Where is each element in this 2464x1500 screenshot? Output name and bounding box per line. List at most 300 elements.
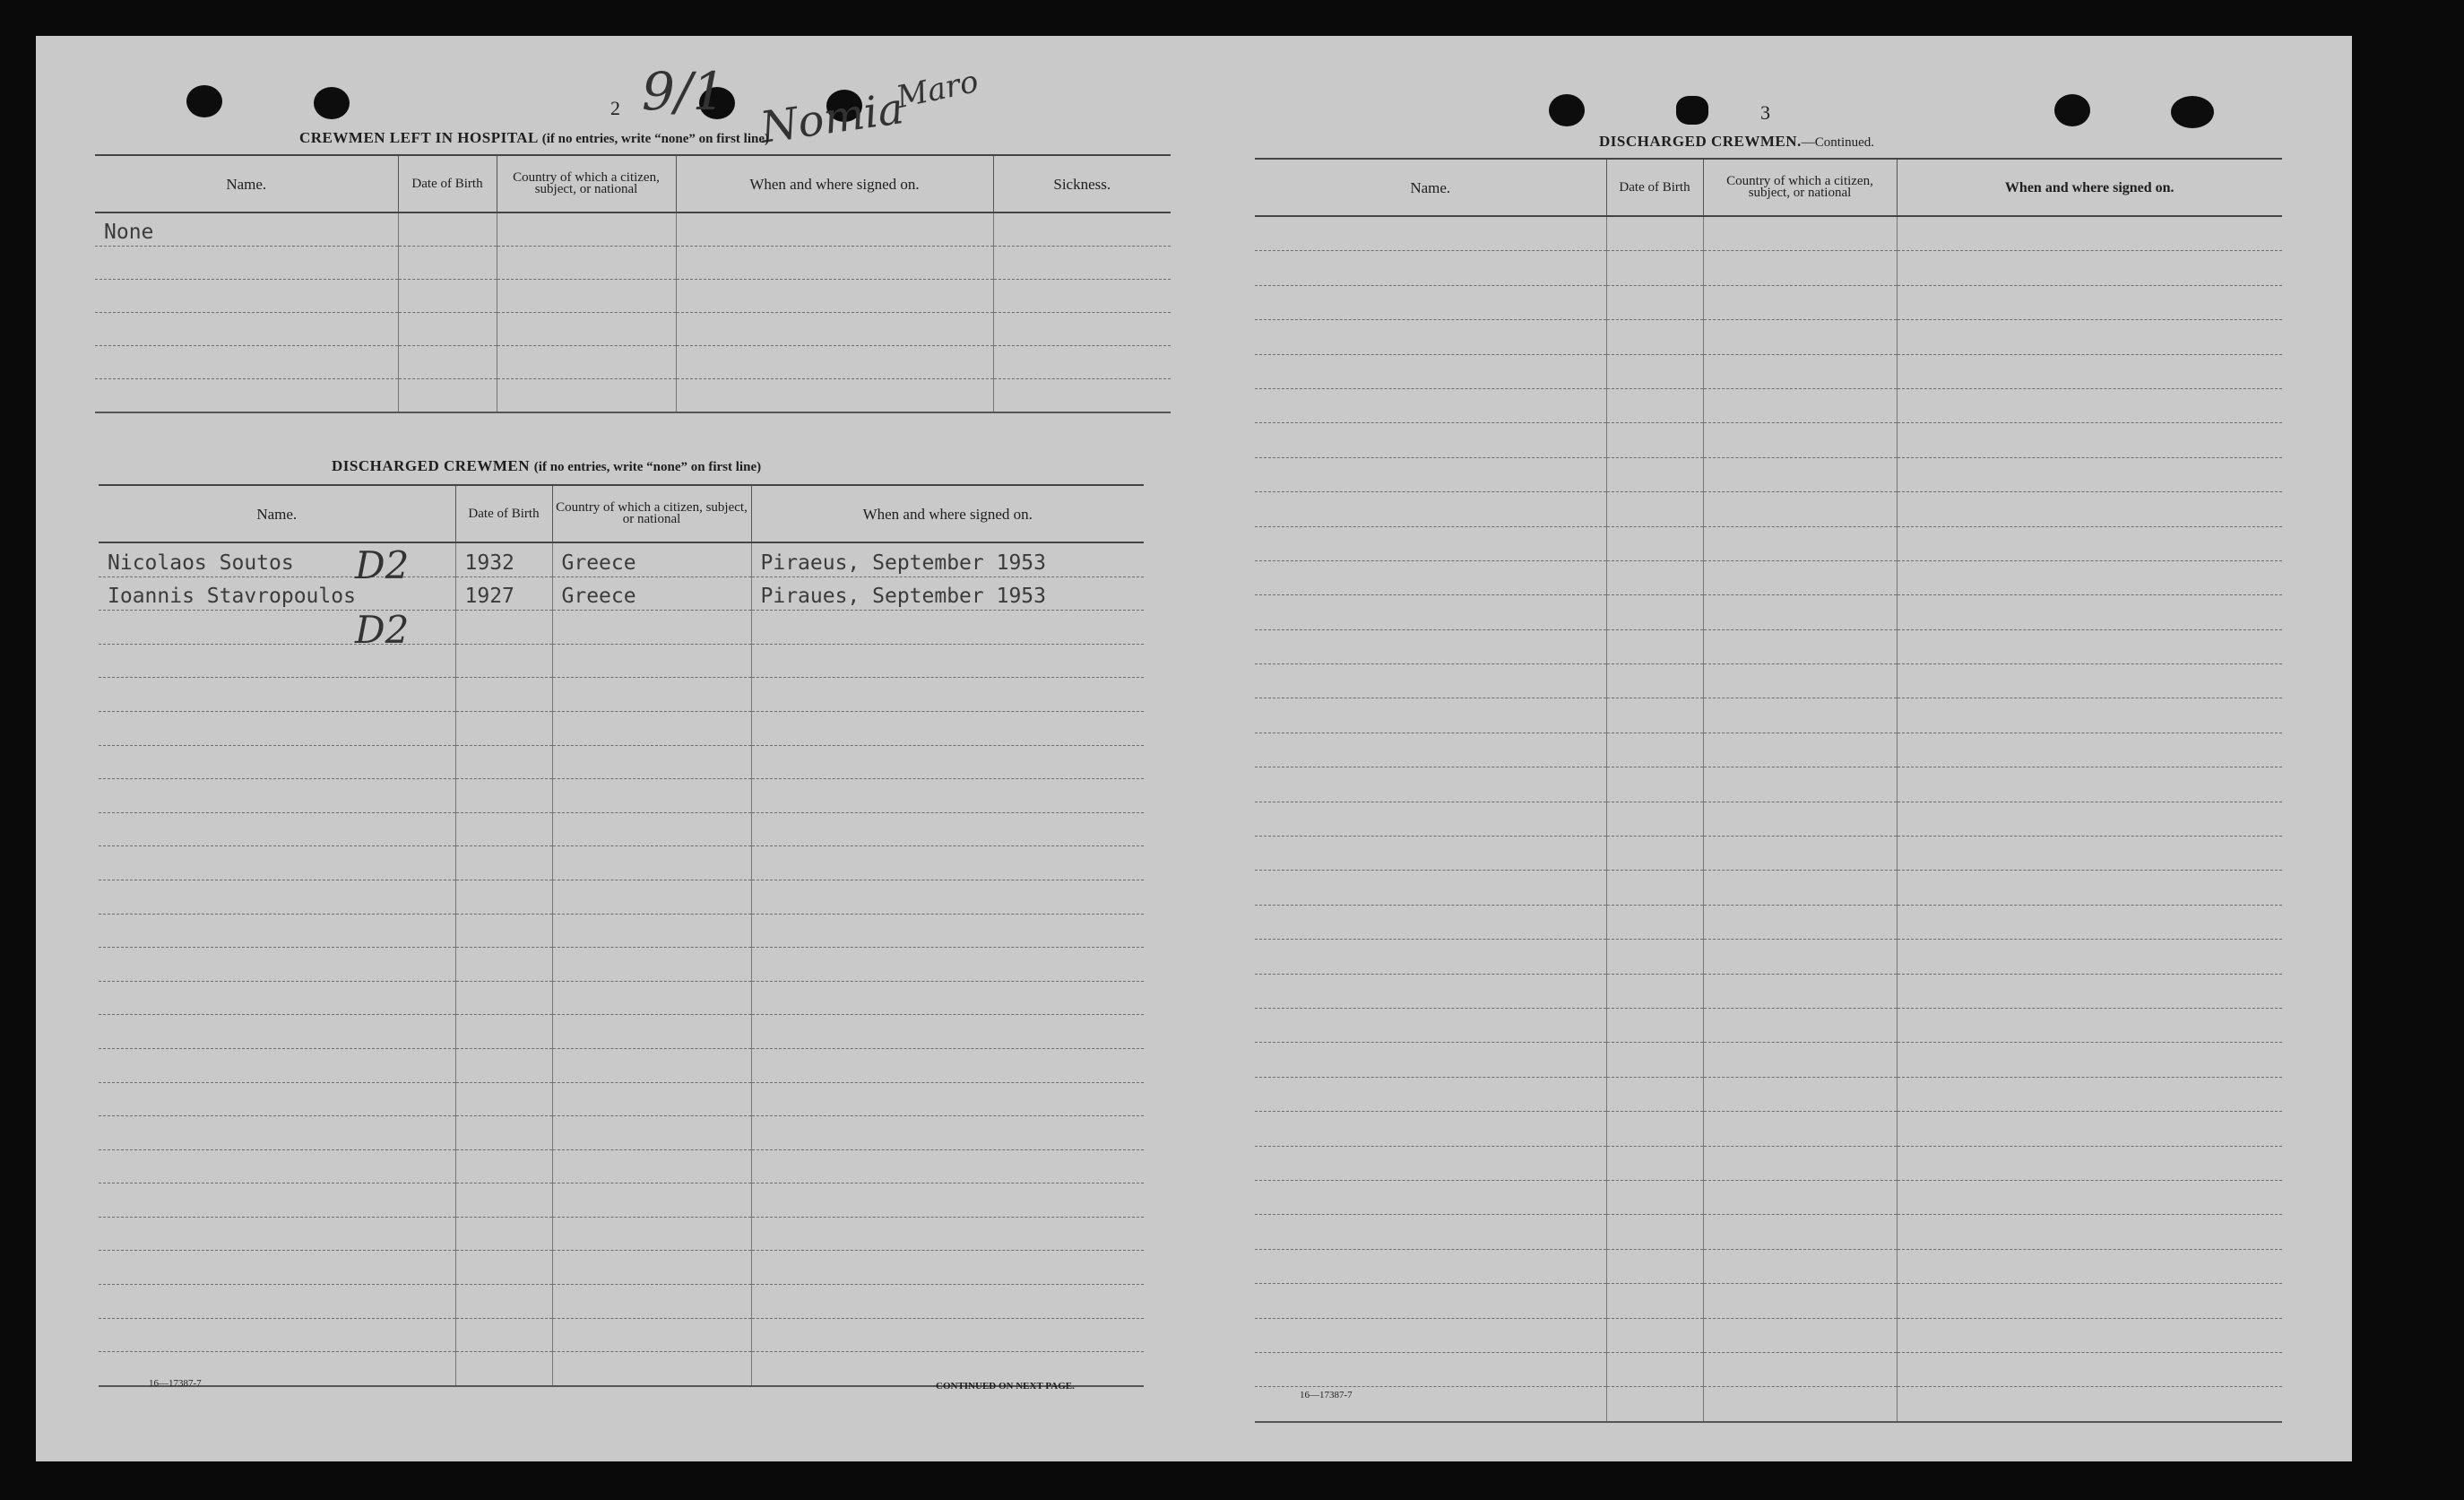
discharged-table-cell xyxy=(99,981,455,1015)
continued-table-cell xyxy=(1606,1077,1703,1111)
hospital-table-cell xyxy=(398,280,497,313)
discharged-continued-table xyxy=(1255,158,2282,1423)
continued-note: CONTINUED ON NEXT PAGE. xyxy=(936,1381,1075,1392)
discharged-table-cell xyxy=(99,678,455,712)
continued-table-cell xyxy=(1703,733,1897,767)
continued-table-cell xyxy=(1606,1284,1703,1318)
punch-hole-7 xyxy=(2054,94,2090,126)
continued-table-cell xyxy=(1703,1077,1897,1111)
continued-table-cell xyxy=(1703,1180,1897,1214)
discharged-table-cell xyxy=(99,779,455,813)
continued-table-cell xyxy=(1255,320,1606,354)
form-number-left: 16—17387-7 xyxy=(149,1378,202,1389)
discharged-table-cell xyxy=(99,948,455,982)
continued-table-cell xyxy=(1897,1249,2282,1283)
discharged-table-cell xyxy=(455,981,552,1015)
hospital-table-cell xyxy=(95,379,398,413)
discharged-table-row xyxy=(99,1285,1144,1319)
hospital-table-row xyxy=(95,346,1171,379)
discharged-instruction: (if no entries, write “none” on first line) xyxy=(533,460,762,474)
continued-table-cell xyxy=(1703,767,1897,802)
continued-header-country: Country of which a citizen, subject, or national xyxy=(1703,159,1897,216)
continued-table-cell xyxy=(1897,940,2282,974)
hospital-table-cell xyxy=(95,247,398,280)
discharged-table-cell xyxy=(751,1116,1144,1150)
discharged-table-cell xyxy=(455,1082,552,1116)
discharged-table-cell xyxy=(552,880,751,914)
continued-table-cell xyxy=(1703,698,1897,733)
hospital-table-cell xyxy=(993,346,1171,379)
hospital-table-cell xyxy=(993,212,1171,247)
discharged-table-cell xyxy=(455,644,552,678)
continued-table-cell xyxy=(1255,457,1606,491)
discharged-table-cell: Greece xyxy=(552,577,751,611)
continued-table-cell xyxy=(1897,1318,2282,1352)
discharged-table-row xyxy=(99,678,1144,712)
continued-table-row xyxy=(1255,285,2282,319)
hospital-header-country: Country of which a citizen, subject, or national xyxy=(497,155,676,212)
discharged-table-cell xyxy=(99,1116,455,1150)
continued-table-cell xyxy=(1255,1249,1606,1283)
continued-table-cell xyxy=(1897,560,2282,594)
discharged-table-cell xyxy=(751,711,1144,745)
continued-table-row xyxy=(1255,457,2282,491)
discharged-table-cell xyxy=(552,1116,751,1150)
discharged-table-cell xyxy=(552,745,751,779)
continued-table-cell xyxy=(1255,905,1606,939)
hospital-table-row xyxy=(95,313,1171,346)
continued-table-cell xyxy=(1703,1284,1897,1318)
continued-table-row xyxy=(1255,1318,2282,1352)
continued-table-cell xyxy=(1255,974,1606,1008)
hospital-table-cell xyxy=(497,212,676,247)
discharged-title-text: DISCHARGED CREWMEN xyxy=(332,457,531,474)
continued-table-row xyxy=(1255,664,2282,698)
continued-table-cell xyxy=(1897,320,2282,354)
continued-table-cell xyxy=(1255,802,1606,836)
hospital-table-cell xyxy=(676,280,993,313)
continued-table-cell xyxy=(1606,560,1703,594)
continued-table-cell xyxy=(1255,698,1606,733)
discharged-table-cell xyxy=(99,846,455,880)
discharged-table-row xyxy=(99,880,1144,914)
discharged-table-cell xyxy=(99,711,455,745)
continued-table-cell xyxy=(1606,802,1703,836)
continued-table-cell xyxy=(1255,354,1606,388)
continued-table-cell xyxy=(1703,1112,1897,1146)
continued-table-row xyxy=(1255,1352,2282,1386)
discharged-table-cell: Greece xyxy=(552,542,751,577)
continued-table-cell xyxy=(1606,905,1703,939)
discharged-table-row xyxy=(99,711,1144,745)
handwritten-annotation-2: D2 xyxy=(355,608,410,652)
discharged-table-row xyxy=(99,1116,1144,1150)
discharged-table-cell xyxy=(99,1217,455,1251)
discharged-table-row xyxy=(99,1217,1144,1251)
continued-table-cell xyxy=(1255,1318,1606,1352)
continued-table-cell xyxy=(1255,664,1606,698)
continued-table-row xyxy=(1255,216,2282,251)
continued-table-row xyxy=(1255,871,2282,905)
continued-table-row xyxy=(1255,423,2282,457)
discharged-table-cell xyxy=(552,1285,751,1319)
discharged-table-cell xyxy=(99,1285,455,1319)
continued-table-cell xyxy=(1255,629,1606,663)
hospital-title-text: CREWMEN LEFT IN HOSPITAL xyxy=(299,129,538,146)
continued-table-cell xyxy=(1255,837,1606,871)
discharged-table-body xyxy=(99,542,1144,1386)
continued-table-cell xyxy=(1255,285,1606,319)
discharged-table-cell xyxy=(455,1285,552,1319)
continued-table-cell xyxy=(1606,733,1703,767)
discharged-table-cell xyxy=(552,948,751,982)
punch-hole-2 xyxy=(314,87,350,119)
continued-table-cell xyxy=(1703,388,1897,422)
discharged-table-cell xyxy=(455,1048,552,1082)
continued-table-row xyxy=(1255,1249,2282,1283)
hospital-instruction: (if no entries, write “none” on first line) xyxy=(541,132,769,146)
continued-table-cell xyxy=(1606,595,1703,629)
discharged-table-cell xyxy=(552,1149,751,1184)
discharged-table-cell xyxy=(552,779,751,813)
continued-table-row xyxy=(1255,526,2282,560)
discharged-table-cell xyxy=(99,1149,455,1184)
continued-table-cell xyxy=(1897,905,2282,939)
hospital-table-cell xyxy=(993,379,1171,413)
continued-table-cell xyxy=(1897,1352,2282,1386)
continued-table-cell xyxy=(1703,1043,1897,1077)
discharged-table-cell xyxy=(552,981,751,1015)
discharged-table-cell xyxy=(751,846,1144,880)
continued-table-cell xyxy=(1606,940,1703,974)
continued-table-cell xyxy=(1703,974,1897,1008)
discharged-table-cell xyxy=(552,678,751,712)
continued-table-cell xyxy=(1255,595,1606,629)
discharged-table-cell xyxy=(455,948,552,982)
discharged-table-cell xyxy=(751,745,1144,779)
continued-table-cell xyxy=(1255,388,1606,422)
discharged-table-cell xyxy=(99,1082,455,1116)
discharged-table-cell xyxy=(552,644,751,678)
hospital-table-body xyxy=(95,212,1171,412)
discharged-table-cell xyxy=(751,779,1144,813)
continued-table-cell xyxy=(1897,354,2282,388)
discharged-table-cell xyxy=(455,611,552,645)
discharged-table-cell xyxy=(455,779,552,813)
continued-table-cell xyxy=(1703,905,1897,939)
continued-table-cell xyxy=(1703,1249,1897,1283)
continued-table-cell xyxy=(1897,664,2282,698)
continued-table-cell xyxy=(1255,1112,1606,1146)
form-number-right: 16—17387-7 xyxy=(1300,1390,1353,1400)
discharged-table-cell xyxy=(751,1184,1144,1218)
discharged-table-row xyxy=(99,577,1144,611)
continued-table-cell xyxy=(1606,216,1703,251)
discharged-table-cell xyxy=(751,1082,1144,1116)
continued-table-cell xyxy=(1897,802,2282,836)
discharged-table-row xyxy=(99,1251,1144,1285)
discharged-table-cell xyxy=(751,981,1144,1015)
continued-table-row xyxy=(1255,388,2282,422)
discharged-table-cell xyxy=(751,1318,1144,1352)
discharged-table-cell: 1932 xyxy=(455,542,552,577)
continued-header-name: Name. xyxy=(1255,159,1606,216)
discharged-table-row xyxy=(99,1048,1144,1082)
discharged-table-cell xyxy=(455,846,552,880)
continued-table-cell xyxy=(1606,1249,1703,1283)
continued-table-cell xyxy=(1255,1008,1606,1042)
hospital-table-cell xyxy=(398,379,497,413)
continued-table-cell xyxy=(1606,767,1703,802)
continued-table-cell xyxy=(1255,1077,1606,1111)
discharged-table-cell: Ioannis Stavropoulos xyxy=(99,577,455,611)
hospital-table-cell xyxy=(993,247,1171,280)
continued-table-cell xyxy=(1606,1180,1703,1214)
handwritten-date: 9/1 xyxy=(642,61,726,122)
continued-table-cell xyxy=(1703,251,1897,285)
continued-table-row xyxy=(1255,698,2282,733)
hospital-table-cell xyxy=(95,313,398,346)
continued-table-row xyxy=(1255,1146,2282,1180)
continued-table-cell xyxy=(1897,1180,2282,1214)
discharged-header-signed-on: When and where signed on. xyxy=(751,485,1144,542)
continued-table-cell xyxy=(1606,1215,1703,1249)
continued-table-row xyxy=(1255,940,2282,974)
handwritten-annotation-1: D2 xyxy=(355,543,410,587)
discharged-table-cell xyxy=(455,1015,552,1049)
continued-table-cell xyxy=(1606,423,1703,457)
discharged-table-cell xyxy=(751,1285,1144,1319)
discharged-table-cell: Nicolaos Soutos xyxy=(99,542,455,577)
continued-table-cell xyxy=(1897,1008,2282,1042)
hospital-table-cell: None xyxy=(95,212,398,247)
continued-table-cell xyxy=(1703,802,1897,836)
continued-table-row xyxy=(1255,974,2282,1008)
discharged-table xyxy=(99,484,1144,1387)
continued-table-cell xyxy=(1897,629,2282,663)
continued-table-cell xyxy=(1703,560,1897,594)
continued-table-cell xyxy=(1897,974,2282,1008)
continued-table-cell xyxy=(1606,871,1703,905)
continued-table-cell xyxy=(1255,1146,1606,1180)
discharged-table-row xyxy=(99,542,1144,577)
discharged-table-cell xyxy=(99,1251,455,1285)
continued-table-row xyxy=(1255,837,2282,871)
page-number-right: 3 xyxy=(1760,101,1770,124)
discharged-table-cell xyxy=(751,678,1144,712)
continued-table-cell xyxy=(1606,1387,1703,1422)
hospital-header-name: Name. xyxy=(95,155,398,212)
continued-table-cell xyxy=(1897,1077,2282,1111)
continued-table-cell xyxy=(1897,1043,2282,1077)
discharged-table-cell xyxy=(552,914,751,948)
continued-table-cell xyxy=(1703,526,1897,560)
continued-header-signed-on: When and where signed on. xyxy=(1897,159,2282,216)
discharged-table-cell xyxy=(552,711,751,745)
continued-table-cell xyxy=(1703,354,1897,388)
continued-table-row xyxy=(1255,802,2282,836)
continued-table-cell xyxy=(1897,698,2282,733)
continued-table-row xyxy=(1255,733,2282,767)
discharged-table-cell: 1927 xyxy=(455,577,552,611)
continued-table-cell xyxy=(1606,974,1703,1008)
discharged-table-cell xyxy=(99,1048,455,1082)
hospital-table-cell xyxy=(95,280,398,313)
continued-table-cell xyxy=(1703,629,1897,663)
continued-table-row xyxy=(1255,1215,2282,1249)
continued-table-row xyxy=(1255,354,2282,388)
discharged-table-cell xyxy=(751,644,1144,678)
discharged-table-cell xyxy=(99,1184,455,1218)
discharged-table-row xyxy=(99,745,1144,779)
continued-table-cell xyxy=(1703,457,1897,491)
continued-table-cell xyxy=(1606,1318,1703,1352)
continued-table-cell xyxy=(1255,1043,1606,1077)
continued-table-cell xyxy=(1606,354,1703,388)
continued-table-cell xyxy=(1897,1387,2282,1422)
continued-table-cell xyxy=(1606,1008,1703,1042)
discharged-table-cell xyxy=(552,812,751,846)
continued-table-cell xyxy=(1703,1387,1897,1422)
continued-table-cell xyxy=(1703,664,1897,698)
continued-table-cell xyxy=(1703,320,1897,354)
discharged-table-row xyxy=(99,948,1144,982)
continued-table-cell xyxy=(1255,216,1606,251)
discharged-section-title xyxy=(332,457,761,475)
hospital-table-cell xyxy=(676,313,993,346)
continued-table-cell xyxy=(1606,1112,1703,1146)
discharged-table-cell xyxy=(455,1217,552,1251)
discharged-table-cell xyxy=(455,1116,552,1150)
continued-table-cell xyxy=(1703,285,1897,319)
discharged-table-row xyxy=(99,846,1144,880)
discharged-table-cell xyxy=(552,846,751,880)
continued-table-cell xyxy=(1897,285,2282,319)
continued-table-row xyxy=(1255,492,2282,526)
continued-table-cell xyxy=(1606,837,1703,871)
continued-table-cell xyxy=(1606,1146,1703,1180)
discharged-table-cell xyxy=(455,1251,552,1285)
discharged-table-row xyxy=(99,1318,1144,1352)
continued-table-cell xyxy=(1897,1284,2282,1318)
discharged-table-cell xyxy=(552,1352,751,1386)
discharged-table-cell: Piraeus, September 1953 xyxy=(751,542,1144,577)
discharged-table-cell xyxy=(751,812,1144,846)
hospital-table-cell xyxy=(497,346,676,379)
discharged-table-cell xyxy=(552,611,751,645)
continued-table-row xyxy=(1255,1112,2282,1146)
hospital-table-row xyxy=(95,280,1171,313)
continued-table-cell xyxy=(1703,1318,1897,1352)
hospital-table-row xyxy=(95,247,1171,280)
discharged-header-country: Country of which a citizen, subject, or national xyxy=(552,485,751,542)
continued-table-cell xyxy=(1897,871,2282,905)
continued-table-row xyxy=(1255,1077,2282,1111)
continued-table-cell xyxy=(1897,733,2282,767)
continued-table-cell xyxy=(1703,871,1897,905)
discharged-header-name: Name. xyxy=(99,485,455,542)
continued-table-cell xyxy=(1255,423,1606,457)
hospital-table-cell xyxy=(497,379,676,413)
discharged-table-row xyxy=(99,914,1144,948)
discharged-table-cell xyxy=(99,745,455,779)
continued-table-cell xyxy=(1606,388,1703,422)
continued-table-cell xyxy=(1703,1352,1897,1386)
discharged-table-row xyxy=(99,1184,1144,1218)
discharged-table-cell xyxy=(751,1015,1144,1049)
continued-table-cell xyxy=(1897,767,2282,802)
continued-table-cell xyxy=(1255,1352,1606,1386)
continued-table-row xyxy=(1255,251,2282,285)
continued-table-cell xyxy=(1606,664,1703,698)
continued-table-cell xyxy=(1255,1180,1606,1214)
handwritten-vessel-note: Nomia xyxy=(756,83,907,153)
right-title-suffix: —Continued. xyxy=(1801,135,1875,150)
discharged-table-row xyxy=(99,644,1144,678)
continued-table-cell xyxy=(1703,1215,1897,1249)
continued-table-cell xyxy=(1897,1112,2282,1146)
continued-table-cell xyxy=(1606,285,1703,319)
discharged-table-row xyxy=(99,1015,1144,1049)
continued-table-cell xyxy=(1606,492,1703,526)
handwritten-vessel-note-2: Maro xyxy=(893,63,981,117)
hospital-table-cell xyxy=(398,313,497,346)
continued-table-cell xyxy=(1255,1284,1606,1318)
continued-table-row xyxy=(1255,1043,2282,1077)
continued-table-row xyxy=(1255,1180,2282,1214)
discharged-table-row xyxy=(99,611,1144,645)
discharged-table-cell xyxy=(751,1217,1144,1251)
continued-table-cell xyxy=(1255,871,1606,905)
continued-table-cell xyxy=(1606,320,1703,354)
continued-table-cell xyxy=(1897,216,2282,251)
punch-hole-5 xyxy=(1549,94,1585,126)
punch-hole-1 xyxy=(186,85,222,117)
discharged-table-cell xyxy=(552,1318,751,1352)
hospital-header-signed-on: When and where signed on. xyxy=(676,155,993,212)
continued-table-cell xyxy=(1255,492,1606,526)
hospital-table-cell xyxy=(497,247,676,280)
continued-table-cell xyxy=(1897,388,2282,422)
continued-table-cell xyxy=(1897,1146,2282,1180)
hospital-header-dob: Date of Birth xyxy=(398,155,497,212)
continued-table-cell xyxy=(1606,629,1703,663)
discharged-table-cell xyxy=(552,1015,751,1049)
hospital-table-cell xyxy=(676,379,993,413)
continued-table-row xyxy=(1255,767,2282,802)
continued-table-cell xyxy=(1606,457,1703,491)
continued-table-cell xyxy=(1606,251,1703,285)
continued-table-cell xyxy=(1255,940,1606,974)
continued-table-cell xyxy=(1703,940,1897,974)
discharged-table-cell xyxy=(552,1217,751,1251)
discharged-table-row xyxy=(99,1149,1144,1184)
discharged-table-row xyxy=(99,1082,1144,1116)
continued-table-cell xyxy=(1703,1146,1897,1180)
page-number-left: 2 xyxy=(610,97,620,119)
discharged-table-cell xyxy=(455,1352,552,1386)
continued-table-cell xyxy=(1255,251,1606,285)
discharged-table-cell xyxy=(455,711,552,745)
continued-table-cell xyxy=(1255,526,1606,560)
hospital-table-cell xyxy=(676,212,993,247)
continued-table-row xyxy=(1255,560,2282,594)
continued-table-cell xyxy=(1897,423,2282,457)
hospital-table-cell xyxy=(95,346,398,379)
discharged-table-cell xyxy=(99,880,455,914)
hospital-table-cell xyxy=(676,247,993,280)
discharged-table-cell xyxy=(99,1318,455,1352)
